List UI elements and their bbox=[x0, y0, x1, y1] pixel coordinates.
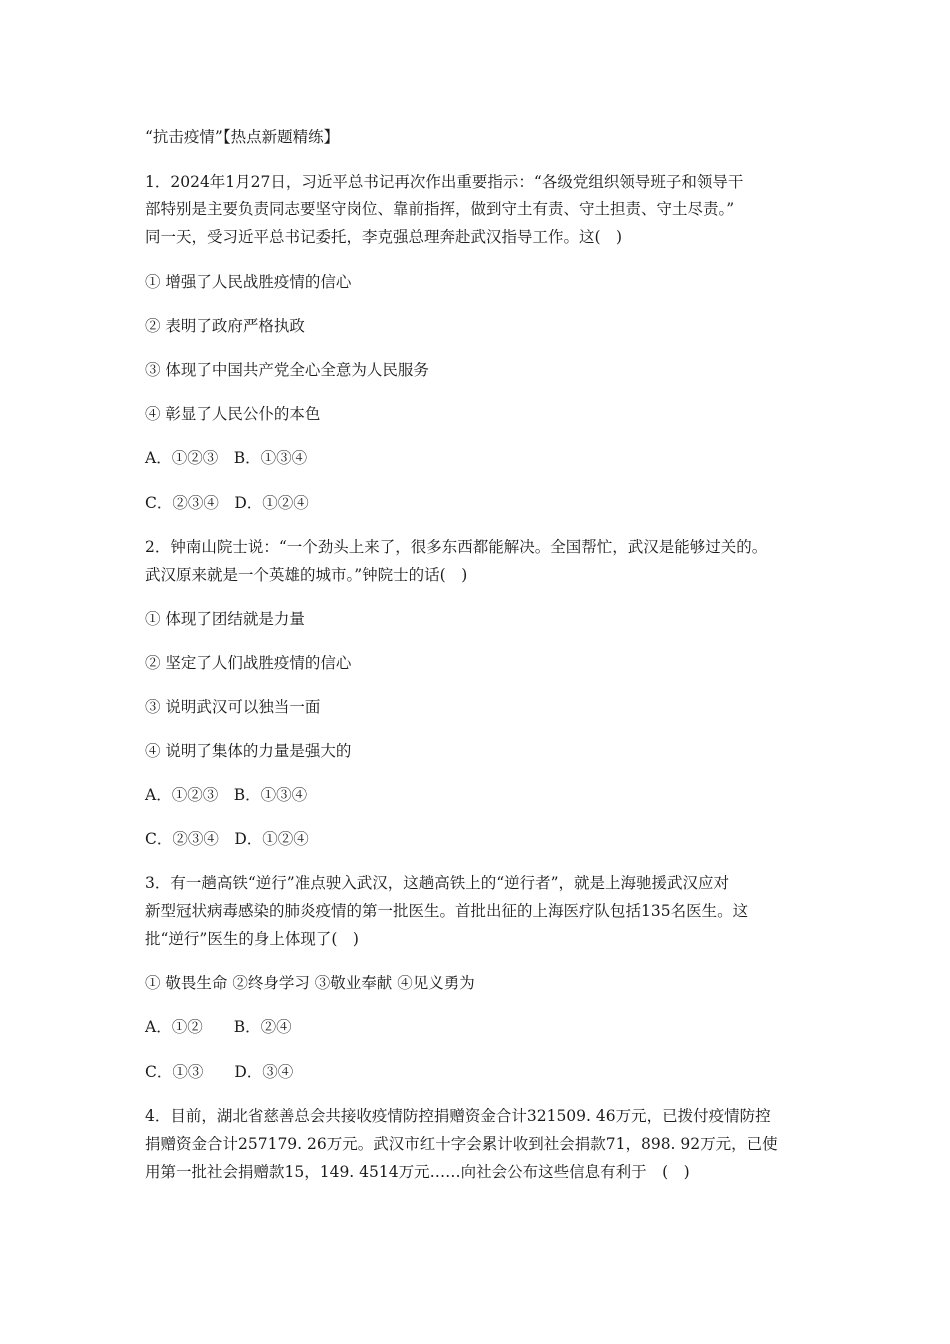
q4-stem-line-3: 用第一批社会捐赠款15，149. 4514万元……向社会公布这些信息有利于 ( ) bbox=[145, 1163, 690, 1181]
q3-choices-cd: C．①③ D．③④ bbox=[145, 1063, 294, 1081]
q1-choices-cd: C．②③④ D．①②④ bbox=[145, 494, 309, 512]
q2-option-1: ① 体现了团结就是力量 bbox=[145, 610, 305, 628]
q3-choices-ab: A．①② B．②④ bbox=[145, 1018, 292, 1036]
q4-stem-line-1: 4．目前，湖北省慈善总会共接收疫情防控捐赠资金合计321509. 46万元，已拨付疫情防控 bbox=[145, 1107, 771, 1125]
q1-option-3: ③ 体现了中国共产党全心全意为人民服务 bbox=[145, 361, 429, 379]
q4-stem-line-2: 捐赠资金合计257179. 26万元。武汉市红十字会累计收到社会捐款71，898. 92万元，已使 bbox=[145, 1135, 778, 1153]
q1-option-1: ① 增强了人民战胜疫情的信心 bbox=[145, 273, 352, 291]
q2-option-2: ② 坚定了人们战胜疫情的信心 bbox=[145, 654, 352, 672]
q1-stem-line-1: 1．2024年1月27日，习近平总书记再次作出重要指示：“各级党组织领导班子和领导干 bbox=[145, 173, 744, 191]
q2-stem-line-1: 2．钟南山院士说：“一个劲头上来了，很多东西都能解决。全国帮忙，武汉是能够过关的。 bbox=[145, 538, 768, 556]
q1-stem-line-3: 同一天，受习近平总书记委托，李克强总理奔赴武汉指导工作。这( ) bbox=[145, 228, 623, 246]
q2-option-4: ④ 说明了集体的力量是强大的 bbox=[145, 742, 352, 760]
q1-option-4: ④ 彰显了人民公仆的本色 bbox=[145, 405, 321, 423]
q3-stem-line-3: 批“逆行”医生的身上体现了( ) bbox=[145, 930, 359, 948]
q2-stem-line-2: 武汉原来就是一个英雄的城市。”钟院士的话( ) bbox=[145, 566, 468, 584]
q1-stem-line-2: 部特别是主要负责同志要坚守岗位、靠前指挥，做到守土有责、守土担责、守土尽责。” bbox=[145, 200, 735, 218]
q1-option-2: ② 表明了政府严格执政 bbox=[145, 317, 305, 335]
doc-title: “抗击疫情”【热点新题精练】 bbox=[145, 128, 340, 146]
q2-option-3: ③ 说明武汉可以独当一面 bbox=[145, 698, 321, 716]
q3-stem-line-1: 3．有一趟高铁“逆行”准点驶入武汉，这趟高铁上的“逆行者”，就是上海驰援武汉应对 bbox=[145, 874, 730, 892]
q3-stem-line-2: 新型冠状病毒感染的肺炎疫情的第一批医生。首批出征的上海医疗队包括135名医生。这 bbox=[145, 902, 749, 920]
q1-choices-ab: A．①②③ B．①③④ bbox=[145, 449, 308, 467]
q2-choices-cd: C．②③④ D．①②④ bbox=[145, 830, 309, 848]
q2-choices-ab: A．①②③ B．①③④ bbox=[145, 786, 308, 804]
q3-options: ① 敬畏生命 ②终身学习 ③敬业奉献 ④见义勇为 bbox=[145, 974, 475, 992]
